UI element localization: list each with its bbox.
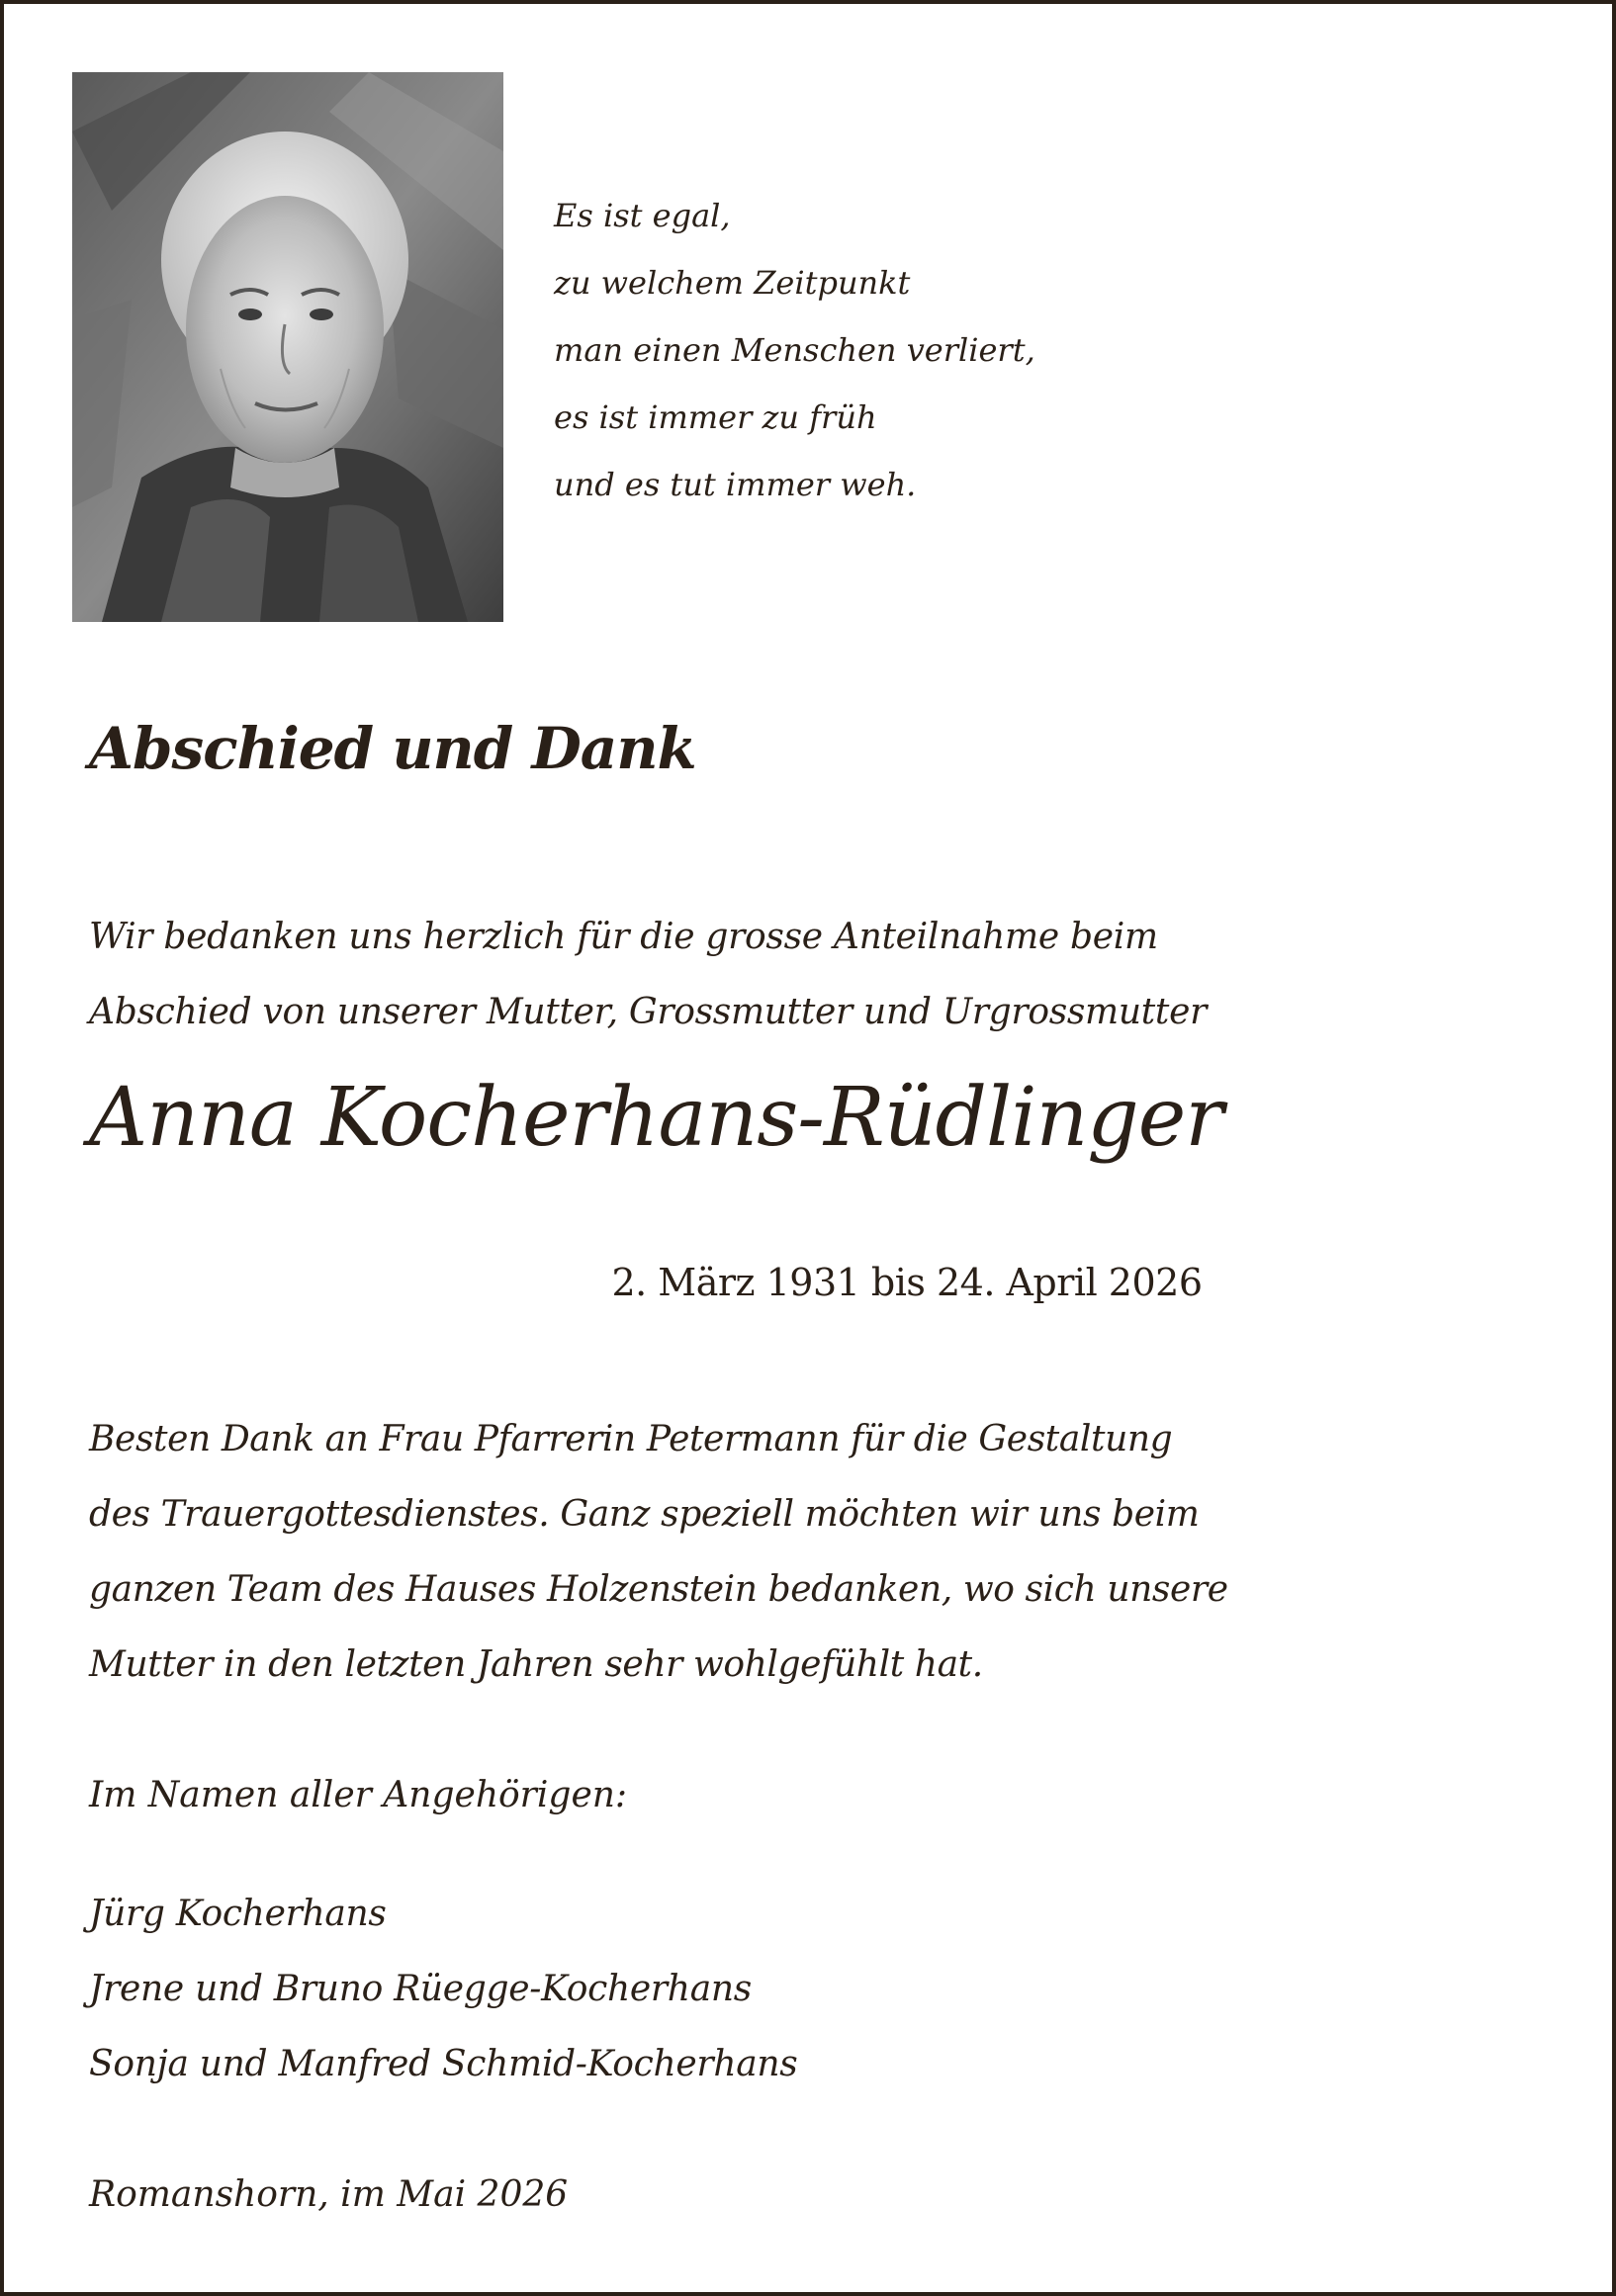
portrait-photo: [72, 72, 503, 622]
life-dates: 2. März 1931 bis 24. April 2026: [611, 1261, 1203, 1304]
notice-heading: Abschied und Dank: [89, 715, 696, 782]
signoff: Im Namen aller Angehörigen:: [89, 1775, 628, 1815]
family-list: [89, 1877, 797, 2102]
deceased-name: Anna Kocherhans-Rüdlinger: [89, 1071, 1223, 1165]
family-member: Jürg Kocherhans: [89, 1894, 387, 1934]
intro-line: Abschied von unserer Mutter, Grossmutter und Urgrossmutter: [89, 992, 1208, 1032]
thanks-text: [89, 1402, 1553, 1703]
portrait-photo-icon: [72, 72, 503, 622]
thanks-line: Besten Dank an Frau Pfarrerin Petermann für die Gestaltung: [89, 1419, 1173, 1459]
poem-line: man einen Menschen verliert,: [554, 331, 1035, 369]
poem-line: es ist immer zu früh: [554, 398, 877, 436]
poem: [554, 182, 1147, 518]
intro-text: [89, 900, 1533, 1050]
poem-line: zu welchem Zeitpunkt: [554, 264, 911, 302]
thanks-line: des Trauergottesdienstes. Ganz speziell möchten wir uns beim: [89, 1494, 1200, 1535]
family-member: Sonja und Manfred Schmid-Kocherhans: [89, 2044, 798, 2084]
thanks-line: ganzen Team des Hauses Holzenstein bedanken, wo sich unsere: [89, 1569, 1228, 1610]
place-date: Romanshorn, im Mai 2026: [89, 2174, 569, 2215]
thanks-line: Mutter in den letzten Jahren sehr wohlgefühlt hat.: [89, 1644, 983, 1685]
intro-line: Wir bedanken uns herzlich für die grosse Anteilnahme beim: [89, 917, 1158, 957]
family-member: Jrene und Bruno Rüegge-Kocherhans: [89, 1969, 752, 2009]
poem-line: und es tut immer weh.: [554, 466, 917, 503]
poem-line: Es ist egal,: [554, 197, 731, 234]
